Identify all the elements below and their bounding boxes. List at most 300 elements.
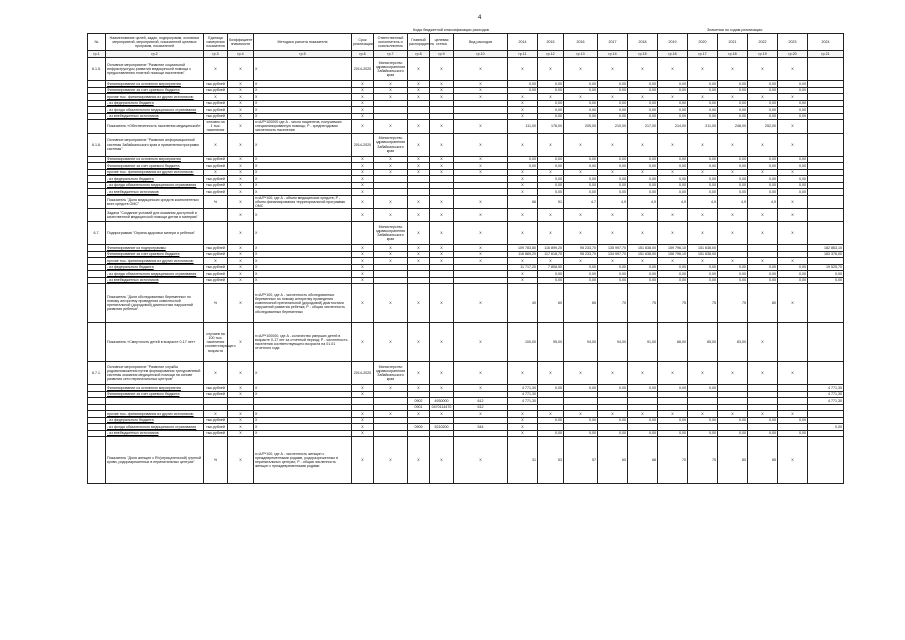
row-label-cell: Финансирование из основного мероприятия (106, 156, 204, 163)
column-index-cell: гр.19 (748, 51, 778, 58)
table-cell: 0,00 (628, 163, 658, 170)
table-cell: 0,00 (778, 430, 808, 437)
table-cell: 0,00 (718, 176, 748, 183)
table-cell: Х (454, 169, 508, 176)
table-cell: 70 (658, 437, 688, 484)
table-cell: 0,00 (688, 271, 718, 278)
table-cell: 85 (748, 437, 778, 484)
table-cell: Х (778, 133, 808, 156)
table-cell (808, 209, 844, 222)
table-cell: Х (228, 430, 254, 437)
row-label-cell: Финансирование за счет краевого бюджета (106, 87, 204, 94)
table-cell: Х (454, 195, 508, 209)
table-cell: Х (778, 437, 808, 484)
table-cell: Х (454, 362, 508, 385)
table-cell: 95 233,70 (564, 251, 598, 258)
table-cell: 0,00 (658, 176, 688, 183)
table-cell: Х (564, 94, 598, 101)
table-cell: Х (228, 100, 254, 107)
table-cell: Х (564, 362, 598, 385)
table-cell: Х (564, 58, 598, 81)
table-cell: Х (508, 107, 538, 114)
method-cell: Х (254, 411, 352, 418)
table-cell: Х (778, 222, 808, 245)
table-cell: Х (352, 251, 374, 258)
table-cell: 151 638,00 (688, 251, 718, 258)
table-cell: 0,00 (538, 385, 564, 392)
table-cell: Х (454, 323, 508, 362)
table-cell: Х (228, 258, 254, 265)
method-cell: Х (254, 391, 352, 398)
table-cell: 0,00 (778, 189, 808, 196)
table-cell: Х (688, 58, 718, 81)
table-cell: 68 (628, 437, 658, 484)
table-cell: Х (430, 245, 454, 252)
table-cell: 2014-2020 (352, 58, 374, 81)
table-cell: 0,00 (778, 182, 808, 189)
table-cell: Х (408, 120, 430, 134)
table-cell: 0,00 (564, 385, 598, 392)
table-cell: 0,00 (718, 87, 748, 94)
table-cell: Х (718, 362, 748, 385)
table-cell: 0,00 (748, 113, 778, 120)
table-cell: 0,00 (748, 417, 778, 424)
table-cell: 544 (454, 424, 508, 431)
table-cell: 0,00 (538, 271, 564, 278)
table-cell: Х (228, 133, 254, 156)
column-header: Коэффициент значимости (228, 34, 254, 51)
table-cell: 0,00 (778, 87, 808, 94)
table-cell: Х (408, 87, 430, 94)
table-cell: 0,00 (808, 271, 844, 278)
column-index-cell: гр.6 (352, 51, 374, 58)
table-cell: 158 796,10 (658, 251, 688, 258)
table-cell: Х (508, 417, 538, 424)
table-cell: Х (538, 411, 564, 418)
table-cell: 6.7. (88, 222, 106, 245)
row-label-cell: - из внебюджетных источников (106, 430, 204, 437)
table-cell: 94,00 (564, 323, 598, 362)
table-cell: 0,00 (628, 430, 658, 437)
table-cell: 0,00 (538, 417, 564, 424)
method-cell: Х (254, 189, 352, 196)
row-label-cell: Показатель «Обеспеченность населения медицинской» (106, 120, 204, 134)
table-cell: 0,00 (598, 176, 628, 183)
column-index-cell: гр.9 (430, 51, 454, 58)
table-cell: Х (408, 245, 430, 252)
table-cell: Х (228, 81, 254, 88)
table-cell: 205,00 (564, 120, 598, 134)
table-cell: Х (352, 264, 374, 271)
table-cell: Х (598, 209, 628, 222)
table-cell: Х (228, 264, 254, 271)
table-cell: Х (748, 323, 778, 362)
table-cell: тыс.рублей (204, 87, 228, 94)
table-cell: Х (352, 437, 374, 484)
table-cell: Х (658, 58, 688, 81)
row-label-cell: - из фонда обязательного медицинского страхования (106, 271, 204, 278)
table-row (88, 58, 844, 81)
table-cell: 57 (564, 437, 598, 484)
method-cell: п=А/Р*100, где А - объем медицинских средств; Р - объем финансирования территориальной программы ОМС (254, 195, 352, 209)
table-cell: Х (564, 209, 598, 222)
table-cell: 0,00 (628, 385, 658, 392)
table-cell: 6.1.6. (88, 133, 106, 156)
table-cell: 248,00 (718, 120, 748, 134)
column-header: 2017 (598, 34, 628, 51)
table-cell: Х (228, 189, 254, 196)
table-row (88, 323, 844, 362)
table-row (88, 362, 844, 385)
table-cell: Х (228, 437, 254, 484)
column-header: Срок реализации (352, 34, 374, 51)
table-cell: Х (352, 120, 374, 134)
table-cell: Х (228, 245, 254, 252)
table-cell: Х (430, 195, 454, 209)
table-cell: Х (374, 94, 408, 101)
table-cell: 116 869,20 (508, 251, 538, 258)
table-cell: 0,00 (598, 277, 628, 284)
table-cell: 0,00 (658, 113, 688, 120)
table-cell: Х (374, 411, 408, 418)
table-cell: Х (430, 251, 454, 258)
table-cell: Х (508, 100, 538, 107)
method-cell: Х (254, 58, 352, 81)
table-cell: Х (352, 430, 374, 437)
table-cell: 0,00 (538, 156, 564, 163)
table-cell: Х (598, 411, 628, 418)
table-cell (808, 284, 844, 323)
table-cell: Х (748, 258, 778, 265)
table-cell: Х (352, 107, 374, 114)
table-cell: 0,00 (628, 417, 658, 424)
table-cell: 0,00 (658, 271, 688, 278)
table-row (88, 284, 844, 323)
method-cell: Х (254, 81, 352, 88)
table-cell (808, 195, 844, 209)
table-cell: Х (718, 411, 748, 418)
method-cell: Х (254, 107, 352, 114)
table-cell: 0,00 (688, 113, 718, 120)
table-cell: Х (352, 87, 374, 94)
table-cell: 4930000 (430, 398, 454, 405)
table-cell: Х (374, 209, 408, 222)
table-cell (778, 323, 808, 362)
table-cell: Х (352, 182, 374, 189)
table-row (88, 195, 844, 209)
table-cell: 40 (508, 284, 538, 323)
row-label-cell: Подпрограмма "Охрана здоровья матери и ребенка" (106, 222, 204, 245)
column-header: 2019 (658, 34, 688, 51)
table-cell: Х (228, 113, 254, 120)
table-cell: Министерство здравоохранения Забайкальского края (374, 222, 408, 245)
table-cell: 0,00 (748, 430, 778, 437)
table-cell: Х (408, 81, 430, 88)
table-cell: 0,00 (748, 176, 778, 183)
table-cell: 0,00 (564, 87, 598, 94)
table-cell: Х (598, 362, 628, 385)
column-index-cell: гр.17 (688, 51, 718, 58)
years-group-header: Значения по годам реализации (707, 28, 763, 32)
table-cell: 111,00 (508, 120, 538, 134)
method-cell: п=А/Р*100000 где А - число пациентов, получивших специализированную помощь; Р - среднегодовая численность населения (254, 120, 352, 134)
table-cell: Министерство здравоохранения Забайкальского края (374, 133, 408, 156)
table-cell: Х (628, 222, 658, 245)
table-cell: Х (374, 195, 408, 209)
table-cell: 0,00 (598, 417, 628, 424)
column-index-row (88, 51, 844, 58)
table-cell: тыс.рублей (204, 156, 228, 163)
table-cell: Х (508, 133, 538, 156)
table-cell: 0,00 (538, 182, 564, 189)
table-cell: Х (430, 437, 454, 484)
table-cell: Х (228, 362, 254, 385)
table-cell: Х (508, 222, 538, 245)
table-cell: Х (538, 258, 564, 265)
table-cell: 0,00 (564, 156, 598, 163)
table-cell: Х (598, 94, 628, 101)
table-cell: тыс.рублей (204, 277, 228, 284)
table-cell: Х (454, 222, 508, 245)
method-cell: Х (254, 94, 352, 101)
table-cell: 0,00 (748, 87, 778, 94)
table-cell: 75 (628, 284, 658, 323)
table-cell: 176,00 (538, 120, 564, 134)
table-cell: Х (454, 284, 508, 323)
column-header: Главный распорядитель (408, 34, 430, 51)
table-cell: 60 (598, 437, 628, 484)
column-index-cell: гр.8 (408, 51, 430, 58)
table-cell: 2014-2020 (352, 362, 374, 385)
table-cell: Х (228, 195, 254, 209)
table-cell: 0,00 (718, 430, 748, 437)
table-cell: 151 638,00 (628, 245, 658, 252)
table-cell: 0,00 (778, 264, 808, 271)
table-cell: Х (718, 94, 748, 101)
table-cell: Х (352, 156, 374, 163)
table-cell: Х (228, 120, 254, 134)
table-cell: тыс.рублей (204, 176, 228, 183)
table-cell: Х (228, 277, 254, 284)
table-cell: тыс.рублей (204, 245, 228, 252)
table-cell: 0,00 (538, 189, 564, 196)
table-cell (808, 133, 844, 156)
table-cell: Х (748, 362, 778, 385)
table-cell: 0,00 (658, 163, 688, 170)
table-cell: 0,00 (598, 271, 628, 278)
table-cell: Х (430, 411, 454, 418)
column-header: Наименование целей, задач, подпрограмм, основных мероприятий, мероприятий, показателей целевых программ, показателей (106, 34, 204, 51)
table-cell: Х (718, 58, 748, 81)
table-cell: Х (352, 277, 374, 284)
table-cell: Х (430, 169, 454, 176)
table-cell: 0,00 (778, 271, 808, 278)
table-cell: Х (352, 271, 374, 278)
row-label-cell: Финансирование за счет краевого бюджета (106, 251, 204, 258)
table-cell: Х (454, 209, 508, 222)
table-cell: Х (508, 176, 538, 183)
table-cell: 0,00 (564, 189, 598, 196)
table-cell: Х (454, 156, 508, 163)
table-cell: Х (430, 385, 454, 392)
table-cell: 0,00 (658, 385, 688, 392)
table-cell: 0,00 (628, 113, 658, 120)
table-cell: 85,00 (688, 323, 718, 362)
table-cell: % (204, 437, 228, 484)
method-cell: Х (254, 362, 352, 385)
table-cell: 5210200 (430, 424, 454, 431)
table-cell: 0,00 (658, 277, 688, 284)
column-index-cell: гр.13 (564, 51, 598, 58)
table-cell: 0,00 (748, 277, 778, 284)
table-cell: Х (228, 391, 254, 398)
table-cell: Х (374, 437, 408, 484)
table-cell: 0,00 (688, 81, 718, 88)
table-cell: Х (228, 176, 254, 183)
table-cell: 0,00 (718, 113, 748, 120)
table-cell: 0,00 (658, 81, 688, 88)
column-header: 2020 (688, 34, 718, 51)
table-cell: Х (352, 113, 374, 120)
table-cell: 0,00 (808, 424, 844, 431)
table-cell: Х (228, 284, 254, 323)
table-cell: Х (374, 323, 408, 362)
table-cell (204, 209, 228, 222)
table-cell: 0,00 (778, 100, 808, 107)
table-cell: 211,00 (688, 120, 718, 134)
column-index-cell: гр.10 (454, 51, 508, 58)
table-cell: 214,00 (658, 120, 688, 134)
table-cell: 0,00 (564, 163, 598, 170)
table-cell: 0,00 (628, 87, 658, 94)
table-cell: % (204, 284, 228, 323)
table-cell: Х (352, 195, 374, 209)
table-cell: тыс.рублей (204, 430, 228, 437)
table-cell: Х (408, 156, 430, 163)
table-cell: Х (688, 222, 718, 245)
table-cell: Х (718, 258, 748, 265)
table-cell: 0,00 (598, 430, 628, 437)
table-cell: 0,00 (628, 264, 658, 271)
table-cell (808, 58, 844, 81)
table-cell: Х (688, 258, 718, 265)
table-cell: Х (228, 323, 254, 362)
table-cell: Х (628, 58, 658, 81)
table-cell: тыс.рублей (204, 107, 228, 114)
table-cell (352, 222, 374, 245)
table-cell: Х (374, 120, 408, 134)
table-cell: Х (778, 58, 808, 81)
table-cell: 0,00 (598, 156, 628, 163)
table-cell: 4,9 (718, 195, 748, 209)
table-cell: 0,00 (658, 100, 688, 107)
table-cell: 0,00 (808, 277, 844, 284)
table-cell: Х (508, 411, 538, 418)
table-cell: 95 233,70 (564, 245, 598, 252)
table-cell (808, 323, 844, 362)
table-cell: 88,00 (658, 323, 688, 362)
column-header: № (88, 34, 106, 51)
column-header: 2018 (628, 34, 658, 51)
table-cell: 0,00 (508, 81, 538, 88)
table-cell: 0,00 (538, 100, 564, 107)
table-row (88, 120, 844, 134)
table-cell: 0,00 (718, 156, 748, 163)
table-cell: Х (352, 163, 374, 170)
row-label-cell: - из фонда обязательного медицинского страхования (106, 424, 204, 431)
table-cell: 0,00 (748, 81, 778, 88)
table-cell: 0,00 (538, 163, 564, 170)
table-cell: 4,9 (748, 195, 778, 209)
table-cell: 0,00 (598, 189, 628, 196)
method-cell: Х (254, 169, 352, 176)
table-cell: 0470114470 (430, 404, 454, 411)
table-cell: 0,00 (688, 264, 718, 271)
table-cell: тыс.рублей (204, 251, 228, 258)
table-cell: 0,00 (718, 271, 748, 278)
row-label-cell: - из внебюджетных источников (106, 113, 204, 120)
table-cell: 0,00 (598, 264, 628, 271)
table-cell: 0,00 (778, 156, 808, 163)
table-cell: Х (658, 209, 688, 222)
table-cell: Х (430, 163, 454, 170)
row-label-cell: - из федерального бюджета (106, 176, 204, 183)
table-cell: 0,00 (718, 163, 748, 170)
table-cell: Х (408, 209, 430, 222)
row-label-cell: Основное мероприятие "Развитие социальной инфраструктуры развития медицинской помощи к предоставлению платной помощи населению" (106, 58, 204, 81)
table-cell: Х (408, 251, 430, 258)
method-cell: Х (254, 176, 352, 183)
table-cell: 0,00 (508, 87, 538, 94)
table-cell: Х (204, 58, 228, 81)
column-index-cell: гр.21 (808, 51, 844, 58)
table-cell (88, 120, 106, 134)
table-cell: 0,00 (538, 176, 564, 183)
table-cell: Х (228, 182, 254, 189)
table-cell: 151 638,00 (688, 245, 718, 252)
table-cell: тыс.рублей (204, 100, 228, 107)
column-header: 2014 (508, 34, 538, 51)
table-cell: 0,00 (538, 81, 564, 88)
table-cell: Х (352, 209, 374, 222)
table-cell: Х (228, 271, 254, 278)
table-cell: 0,00 (538, 430, 564, 437)
table-cell: 75 (688, 284, 718, 323)
table-cell: 612 (454, 404, 508, 411)
table-cell: Х (538, 133, 564, 156)
table-cell: Министерство здравоохранения Забайкальского края (374, 362, 408, 385)
table-cell: Х (204, 258, 228, 265)
table-cell: тыс.рублей (204, 81, 228, 88)
table-cell: 0,00 (598, 182, 628, 189)
table-cell: Х (408, 169, 430, 176)
table-cell: 0,00 (538, 87, 564, 94)
method-cell: Х (254, 258, 352, 265)
table-cell: Х (430, 156, 454, 163)
table-cell: тыс.рублей (204, 417, 228, 424)
table-cell: 0,00 (628, 156, 658, 163)
table-cell: 0,00 (564, 81, 598, 88)
table-cell: 91,00 (628, 323, 658, 362)
table-cell: 0,00 (598, 87, 628, 94)
column-index-cell: гр.3 (204, 51, 228, 58)
row-label-cell: - из федерального бюджета (106, 417, 204, 424)
table-cell: 31 (508, 437, 538, 484)
table-cell: Х (508, 189, 538, 196)
table-cell: Министерство здравоохранения Забайкальского края (374, 58, 408, 81)
table-cell: 0,00 (598, 113, 628, 120)
table-cell: Х (564, 258, 598, 265)
